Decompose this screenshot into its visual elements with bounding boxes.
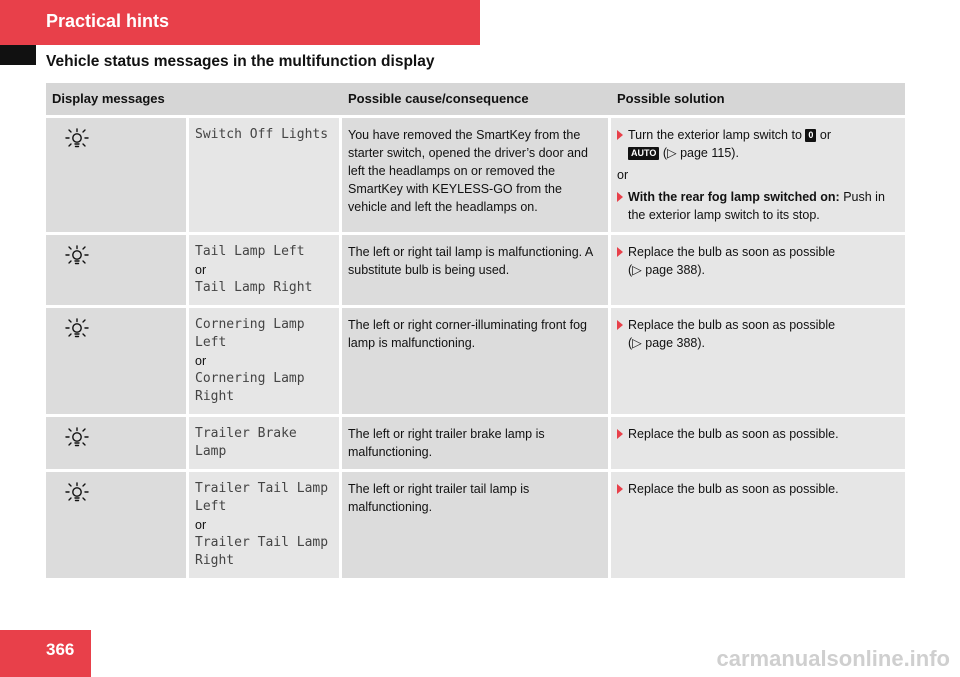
- page-reference: (▷ page 115).: [662, 146, 739, 160]
- column-header-cause: Possible cause/consequence: [342, 83, 611, 118]
- or-separator: or: [617, 168, 629, 182]
- page-number: 366: [46, 640, 75, 659]
- display-message: Cornering Lamp Left: [195, 317, 305, 350]
- or-label: or: [195, 263, 207, 277]
- display-message-cell: [189, 118, 342, 235]
- icon-cell: [46, 417, 189, 472]
- or-label: or: [195, 354, 207, 368]
- solution-step: With the rear fog lamp switched on: Push in the exterior lamp switch to its stop.: [617, 188, 899, 224]
- solution-step: Replace the bulb as soon as possible (▷ page 388).: [617, 316, 899, 352]
- section-title: Practical hints: [46, 11, 170, 31]
- solution-cell: [611, 308, 905, 417]
- display-message: Trailer Tail Lamp Right: [195, 535, 329, 568]
- step-arrow-icon: [617, 247, 623, 257]
- cause-cell: The left or right trailer tail lamp is malfunctioning.: [342, 472, 611, 581]
- display-message: Cornering Lamp Right: [195, 371, 305, 404]
- section-header-bar: [0, 0, 480, 45]
- step-arrow-icon: [617, 484, 623, 494]
- cause-cell: The left or right corner-illuminating front fog lamp is malfunctioning.: [342, 308, 611, 417]
- table-row: [46, 118, 905, 235]
- table-row: [46, 308, 905, 417]
- solution-cell: [611, 118, 905, 235]
- display-message: Trailer Tail Lamp Left: [195, 481, 329, 514]
- step-arrow-icon: [617, 192, 623, 202]
- table-row: [46, 472, 905, 581]
- solution-cell: [611, 235, 905, 308]
- page-reference: (▷ page 388).: [628, 336, 706, 350]
- table-row: [46, 417, 905, 472]
- solution-step: Replace the bulb as soon as possible (▷ page 388).: [617, 243, 899, 279]
- lamp-switch-off-icon: 0: [805, 129, 816, 142]
- status-messages-table: [46, 83, 905, 581]
- lamp-bulb-icon: [64, 245, 90, 267]
- display-message-cell: [189, 235, 342, 308]
- icon-cell: [46, 472, 189, 581]
- solution-cell: [611, 472, 905, 581]
- step-arrow-icon: [617, 320, 623, 330]
- lamp-bulb-icon: [64, 427, 90, 449]
- page-subtitle: Vehicle status messages in the multifunction display: [46, 53, 435, 70]
- step-arrow-icon: [617, 429, 623, 439]
- icon-cell: [46, 235, 189, 308]
- section-tab-marker: [0, 45, 36, 65]
- solution-step: Turn the exterior lamp switch to 0 or AUTO (▷ page 115).: [617, 126, 899, 162]
- watermark: carmanualsonline.info: [716, 646, 950, 671]
- lamp-bulb-icon: [64, 128, 90, 150]
- cause-cell: The left or right tail lamp is malfunctioning. A substitute bulb is being used.: [342, 235, 611, 308]
- lamp-switch-auto-icon: AUTO: [628, 147, 659, 160]
- column-header-solution: Possible solution: [611, 83, 905, 118]
- page-number-tab: [0, 630, 91, 677]
- lamp-bulb-icon: [64, 482, 90, 504]
- lamp-bulb-icon: [64, 318, 90, 340]
- display-message: Tail Lamp Right: [195, 280, 313, 295]
- display-message-cell: [189, 472, 342, 581]
- display-message: Trailer Brake Lamp: [195, 426, 297, 459]
- display-message: Tail Lamp Left: [195, 244, 305, 259]
- icon-cell: [46, 308, 189, 417]
- or-label: or: [195, 518, 207, 532]
- table-row: [46, 235, 905, 308]
- display-message: Switch Off Lights: [195, 127, 329, 142]
- cause-cell: The left or right trailer brake lamp is malfunctioning.: [342, 417, 611, 472]
- solution-step: Replace the bulb as soon as possible.: [617, 425, 899, 443]
- solution-cell: [611, 417, 905, 472]
- page-reference: (▷ page 388).: [628, 263, 706, 277]
- step-arrow-icon: [617, 130, 623, 140]
- solution-step: Replace the bulb as soon as possible.: [617, 480, 899, 498]
- cause-cell: You have removed the SmartKey from the starter switch, opened the driver’s door and left the headlamps on or removed the SmartKey with KEYLESS-GO from the vehicle and left the headlamps on.: [342, 118, 611, 235]
- display-message-cell: [189, 417, 342, 472]
- column-header-display-messages: Display messages: [46, 83, 342, 118]
- display-message-cell: [189, 308, 342, 417]
- table-header-row: [46, 83, 905, 118]
- icon-cell: [46, 118, 189, 235]
